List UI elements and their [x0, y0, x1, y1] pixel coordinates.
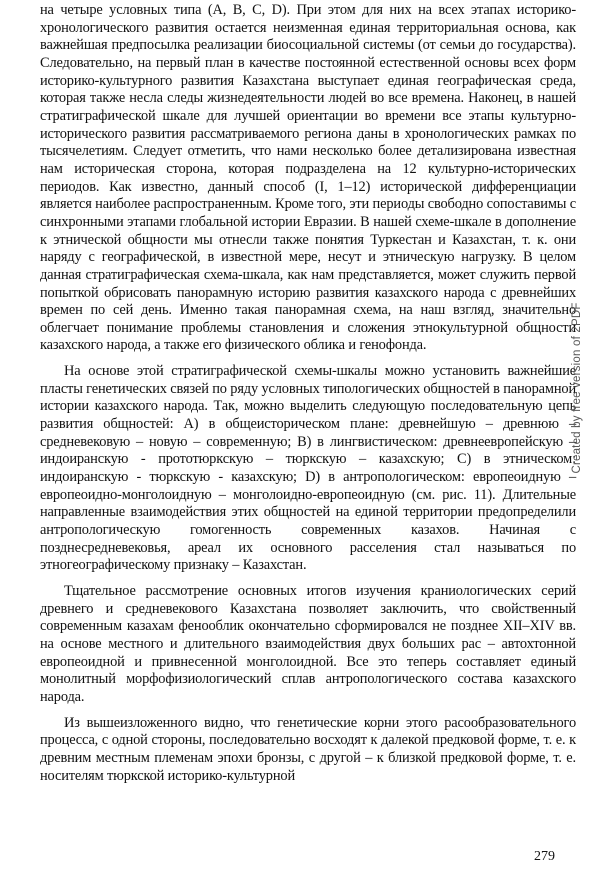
paragraph-3: Тщательное рассмотрение основных итогов изучения краниологических серий древнего и средневекового Казахстана позволяет заключить, что свойственный современным казахам фенооблик окончательно сформировался не позднее XII–XIV вв. на основе местного и длительного взаимодействия двух больших рас – автохтонной европеоидной и привнесенной монголоидной. Все это теперь составляет единый монолитный морфофизиологический сплав антропологического состава казахского народа.: [40, 583, 576, 705]
page-body: [40, 2, 576, 785]
paragraph-2: На основе этой стратиграфической схемы-шкалы можно установить важнейшие пласты генетических связей по ряду условных типологических общностей в панорамной истории казахского народа. Так, можно выделить следующую последовательную цепь развития общностей: А) в общеисторическом плане: древнейшую – древнюю – средневековую – новую – современную; В) в лингвистическом: древнеевропейскую – индоиранскую - прототюркскую – тюркскую – казахскую; С) в этническом: индоиранскую - тюркскую - казахскую; D) в антропологическом: европеоидную – европеоидно-монголоидную – монголоидно-европеоидную (см. рис. 11). Длительные направленные взаимодействия этих общностей на единой территории предопределили антропологическую гомогенность современных казахов. Начиная с позднесредневековья, ареал их основного расселения стал называться по этногеографическому признаку – Казахстан.: [40, 363, 576, 574]
paragraph-4: Из вышеизложенного видно, что генетические корни этого расообразовательного процесса, с одной стороны, последовательно восходят к далекой предковой форме, т. е. к древним местным племенам эпохи бронзы, с другой – к близкой предковой форме, т. е. носителям тюркской историко-культурной: [40, 714, 576, 784]
page-number: 279: [534, 849, 555, 864]
paragraph-1: на четыре условных типа (A, B, C, D). При этом для них на всех этапах историко-хронологического развития остается неизменная единая территориальная основа, как важнейшая предпосылка реализации биосоциальной системы (от семьи до государства). Следовательно, на первый план в качестве постоянной естественной основы всех форм историко-культурного развития Казахстана выступает единая географическая среда, которая также несла следы жизнедеятельности людей во все времена. Наконец, в нашей стратиграфической шкале для лучшей ориентации во времени все этапы культурно-исторического развития рассматриваемого региона даны в хронологических рамках по тысячелетиям. Следует отметить, что нами несколько более детализирована известная нам историческая сторона, которая подразделена на 12 культурно-исторических периодов. Как известно, данный способ (I, 1–12) исторической дифференциации является наиболее распространенным. Кроме того, эти периоды свободно сопоставимы с синхронными этапами глобальной истории Евразии. В нашей схеме-шкале в дополнение к этнической общности мы отнесли также понятия Туркестан и Казахстан, т. к. они наряду с географической, в известной мере, несут и этническую нагрузку. В целом данная стратиграфическая схема-шкала, как нам представляется, может служить первой попыткой обрисовать панорамную историю развития казахского народа с древнейших времен по сей день. Именно такая панорамная схема, на наш взгляд, значительно облегчает понимание проблемы становления и сложения этнокультурной общности казахского народа, а также его физического облика и генофонда.: [40, 2, 576, 354]
watermark-text: Created by free version of 2PDF: [571, 302, 583, 474]
